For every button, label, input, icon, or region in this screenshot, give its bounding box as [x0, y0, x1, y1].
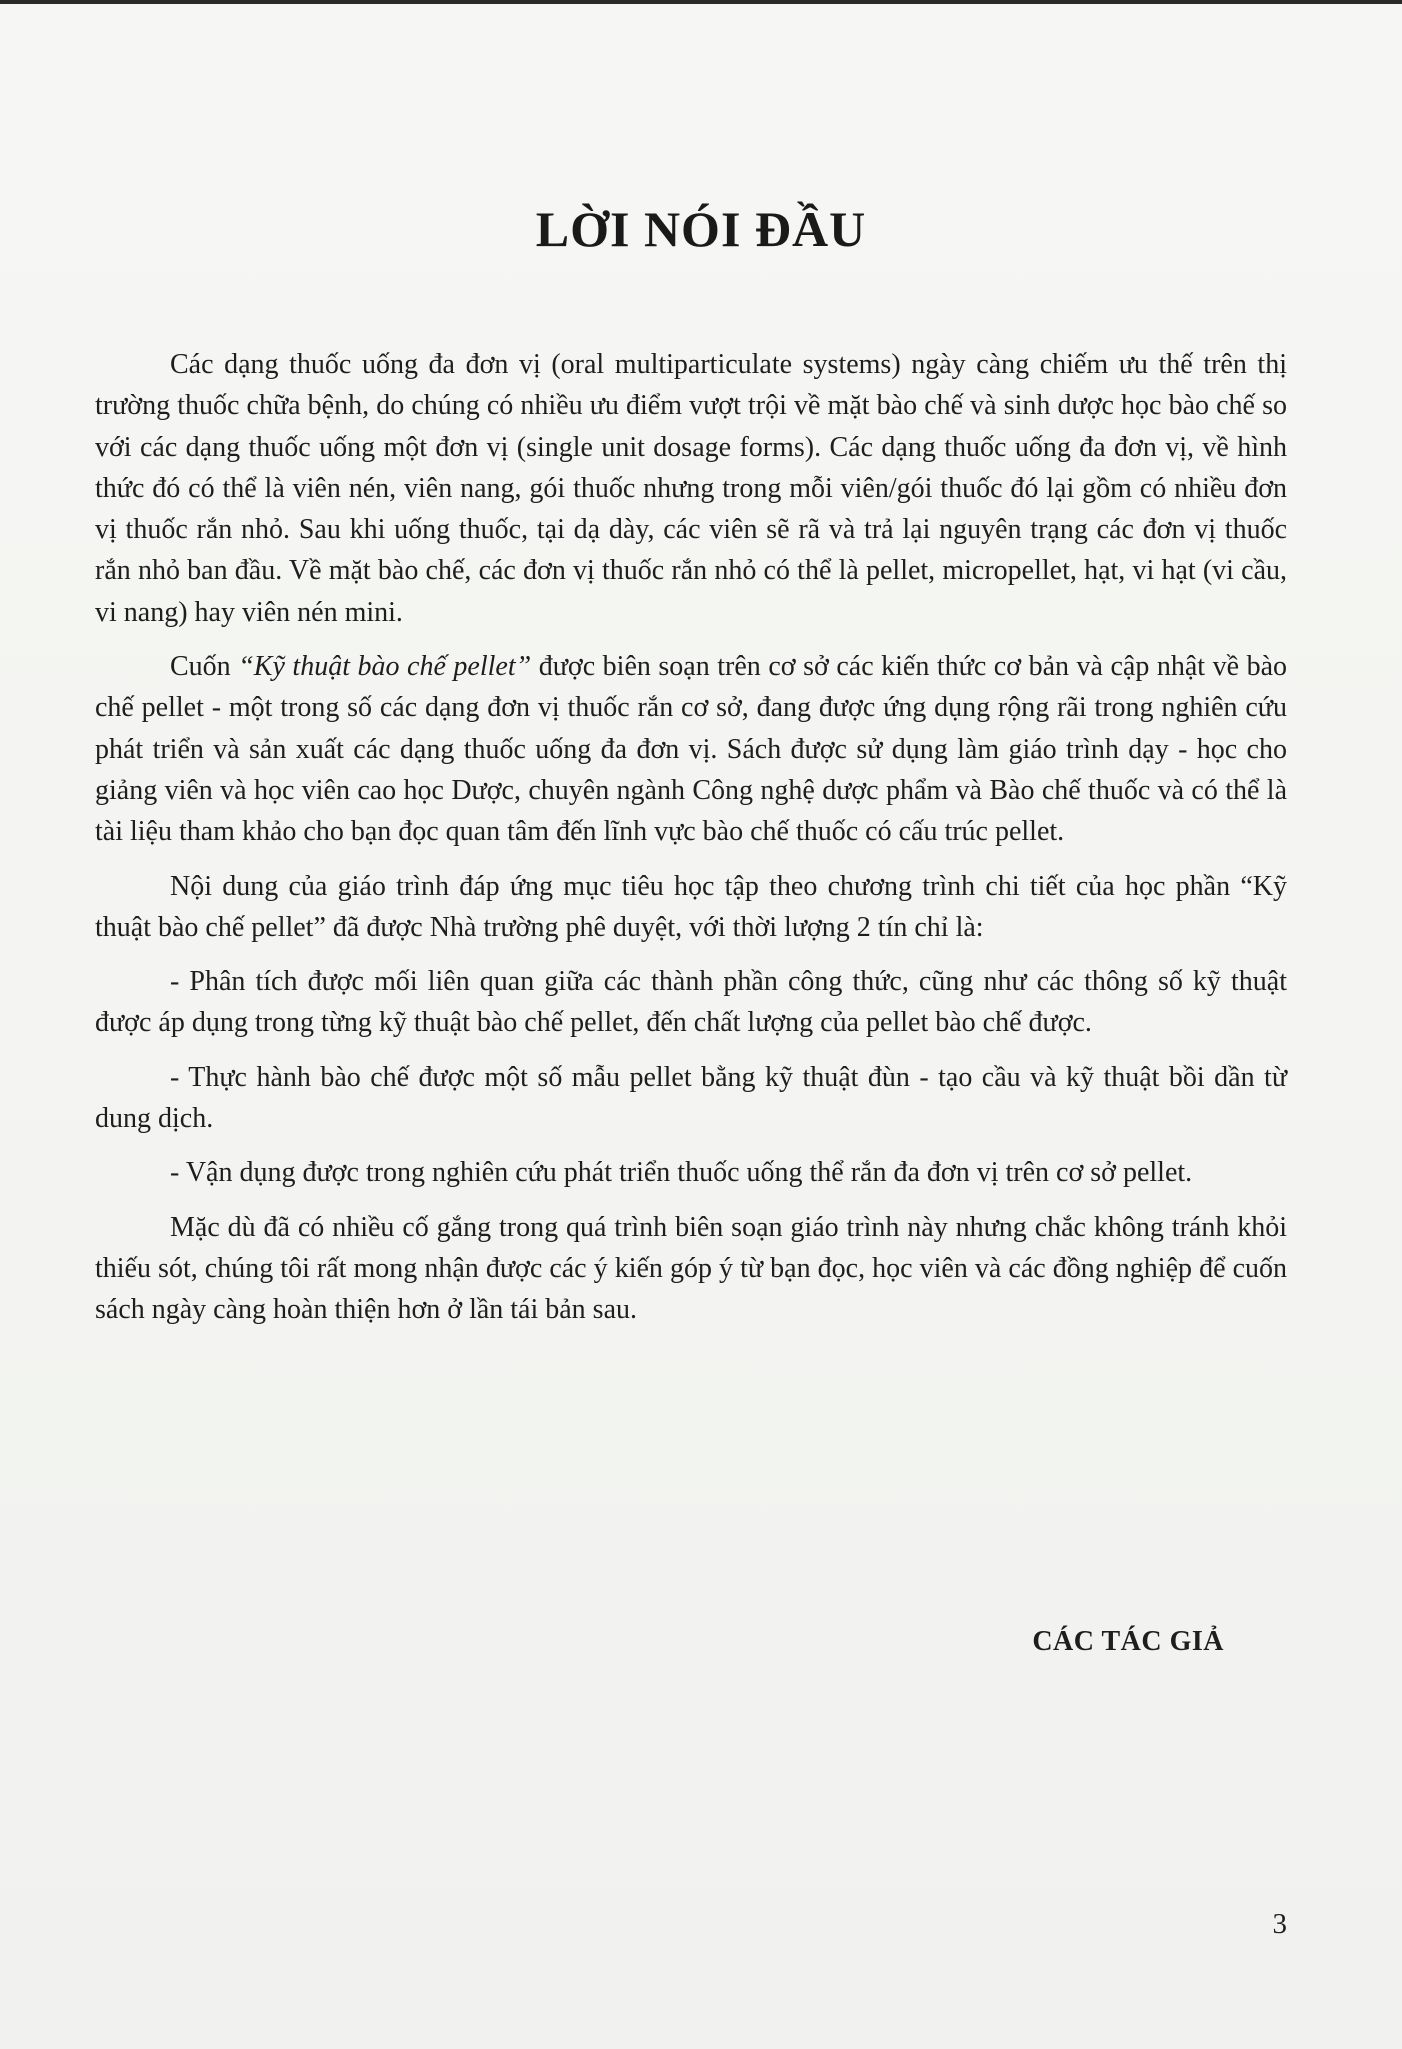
paragraph-2-lead: Cuốn — [170, 651, 239, 683]
page-title: LỜI NÓI ĐẦU — [535, 201, 867, 257]
paragraph-2-rest: được biên soạn trên cơ sở các kiến thức cơ bản và cập nhật về bào chế pellet - một trong số các dạng đơn vị thuốc rắn cơ sở, đang được ứng dụng rộng rãi trong nghiên cứu phát triển và sản xuất các dạng thuốc uống đa đơn vị. Sách được sử dụng làm giáo trình dạy - học cho giảng viên và học viên cao học Dược, chuyên ngành Công nghệ dược phẩm và Bào chế thuốc và có thể là tài liệu tham khảo cho bạn đọc quan tâm đến lĩnh vực bào chế thuốc có cấu trúc pellet. — [95, 651, 1287, 848]
page-top-edge — [0, 0, 1402, 4]
page-number: 3 — [1272, 1908, 1287, 1940]
objective-item-3: - Vận dụng được trong nghiên cứu phát triển thuốc uống thể rắn đa đơn vị trên cơ sở pellet. — [170, 1157, 1193, 1189]
authors-signature: CÁC TÁC GIẢ — [1032, 1626, 1224, 1657]
paragraph-3: Nội dung của giáo trình đáp ứng mục tiêu học tập theo chương trình chi tiết của học phần “Kỹ thuật bào chế pellet” đã được Nhà trường phê duyệt, với thời lượng 2 tín chỉ là: — [95, 870, 1287, 943]
book-title-italic: “Kỹ thuật bào chế pellet” — [238, 651, 532, 683]
paragraph-2 — [95, 646, 1287, 852]
objective-item-1: - Phân tích được mối liên quan giữa các thành phần công thức, cũng như các thông số kỹ thuật được áp dụng trong từng kỹ thuật bào chế pellet, đến chất lượng của pellet bào chế được. — [95, 966, 1287, 1039]
paragraph-4: Mặc dù đã có nhiều cố gắng trong quá trình biên soạn giáo trình này nhưng chắc không tránh khỏi thiếu sót, chúng tôi rất mong nhận được các ý kiến góp ý từ bạn đọc, học viên và các đồng nghiệp để cuốn sách ngày càng hoàn thiện hơn ở lần tái bản sau. — [95, 1211, 1287, 1326]
objective-item-2: - Thực hành bào chế được một số mẫu pellet bằng kỹ thuật đùn - tạo cầu và kỹ thuật bồi dần từ dung dịch. — [95, 1061, 1287, 1135]
body-text — [95, 344, 1287, 1344]
paragraph-1: Các dạng thuốc uống đa đơn vị (oral multiparticulate systems) ngày càng chiếm ưu thế trên thị trường thuốc chữa bệnh, do chúng có nhiều ưu điểm vượt trội về mặt bào chế và sinh dược học bào chế so với các dạng thuốc uống một đơn vị (single unit dosage forms). Các dạng thuốc uống đa đơn vị, về hình thức đó có thể là viên nén, viên nang, gói thuốc nhưng trong mỗi viên/gói thuốc đó lại gồm có nhiều đơn vị thuốc rắn nhỏ. Sau khi uống thuốc, tại dạ dày, các viên sẽ rã và trả lại nguyên trạng các đơn vị thuốc rắn nhỏ ban đầu. Về mặt bào chế, các đơn vị thuốc rắn nhỏ có thể là pellet, micropellet, hạt, vi hạt (vi cầu, vi nang) hay viên nén mini. — [95, 349, 1287, 628]
